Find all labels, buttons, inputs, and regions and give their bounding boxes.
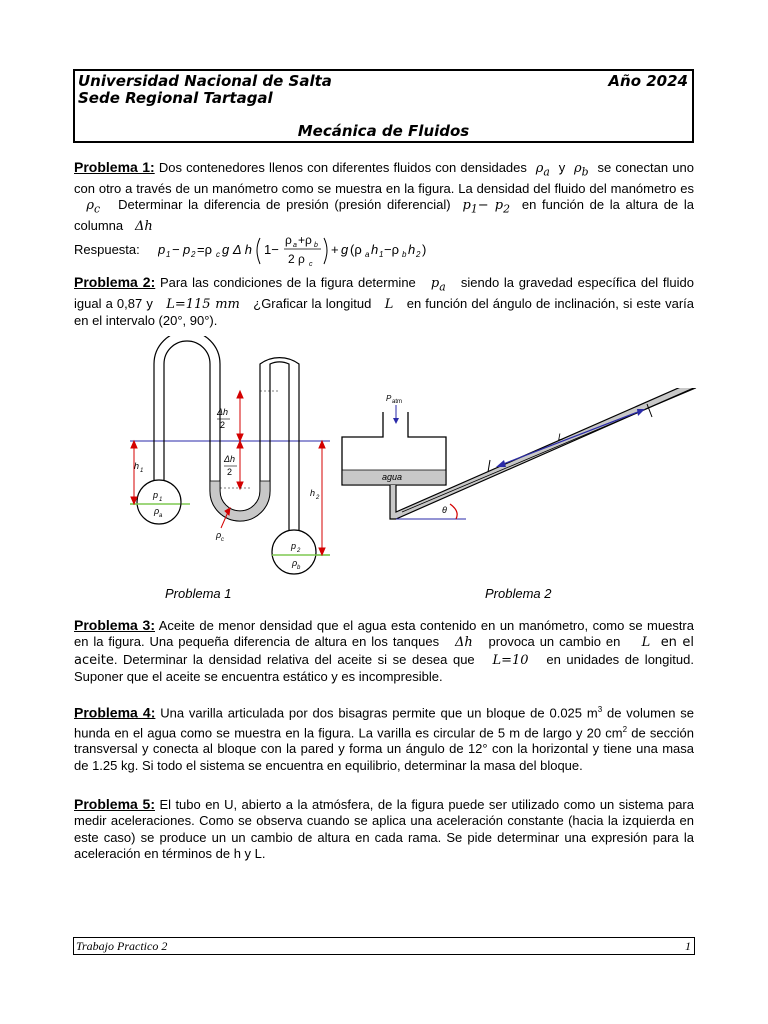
problem-1-text-1: Dos contenedores llenos con diferentes fluidos con densidades [158,160,527,175]
svg-text:c: c [221,537,224,543]
problem-2-text-4: en función del ángulo de inclinación, si este varía en el intervalo (20°, 90°). [74,296,695,329]
problem-1-text-3: se conectan uno con otro a través de un manómetro como se muestra en la figura. La densidad del fluido del manómetro es [74,160,694,196]
footer [73,937,695,955]
svg-text:+ρ: +ρ [298,233,312,247]
svg-text:h: h [408,242,416,257]
agua-label: agua [382,472,403,482]
rho-c-label: ρ [216,530,222,540]
two-label-1: 2 [220,420,226,430]
svg-text:+: + [331,242,339,257]
problem-3-title: Problema 3: [74,617,155,633]
dh-label-1: Δh [217,407,229,417]
p2-label: p [291,541,297,551]
problem-2-text-3: ¿Graficar la longitud [253,296,372,311]
header-box [73,69,694,143]
svg-text:=ρ: =ρ [197,242,212,257]
problem-1-text-4: Determinar la diferencia de presión (presión diferencial) [118,197,451,213]
svg-text:a: a [159,513,163,519]
problem-1-title: Problema 1: [74,159,155,175]
problem-3-text-2: provoca un cambio en [488,634,621,650]
problem-2-text-1: Para las condiciones de la figura determine [159,275,416,290]
problem-2-text-2: siendo la gravedad específica del fluido igual a 0,87 y [74,275,694,311]
svg-text:g: g [341,242,349,257]
svg-text:2: 2 [191,250,196,259]
course-title: Mecánica de Fluidos [297,122,470,140]
patm-label: P [386,394,392,403]
svg-text:b: b [297,565,301,571]
rho-a-label: ρ [154,506,160,516]
svg-text:c: c [216,250,220,259]
problem-1-text-2: y [558,160,566,175]
svg-text:2: 2 [416,250,421,259]
h2-label: h [310,488,316,498]
university-name: Universidad Nacional de Salta [78,72,332,90]
problem-3-text-4: . Determinar la densidad relativa del aceite si se desea que [113,651,475,667]
problem-5 [74,796,694,863]
problem-2: Problema 2: Para las condiciones de la figura determine $p_a$ siendo la gravedad específica del fluido igual a 0,87 y L=115 mm ¿Graficar la longitud L en función del ángulo de inclinación, si este varía en el intervalo (20°, 90°). [74,274,695,329]
answer-formula [158,230,458,268]
problem-4-text-3: de sección transversal y conecta al bloque con la pared y forma un ángulo de 12° con la horizontal y tiene una masa de 1.25 kg. Si todo el sistema se encuentra en equilibrio, determinar la masa del bloque. [74,725,694,773]
problem-1: Problema 1: Dos contenedores llenos con diferentes fluidos con densidades $\rho_a$ y $\rho_b$ se conectan uno con otro a través de un manómetro como se muestra en la figura. La densidad del fluido del manómetro es $\rho_c$ Determinar la diferencia de presión (presión diferencial) $p_1- p_2$ en función de la altura de la columna Δh [74,159,694,235]
problem-4-text-2: de volumen se hunda en el agua como se muestra en la figura. La varilla es circular de 5 m de largo y 20 cm [74,705,694,741]
problem-1-answer [74,232,694,268]
problem-1-text-5: en función de la altura de la columna [74,197,694,234]
svg-text:1: 1 [166,250,171,259]
svg-text:2 ρ: 2 ρ [288,252,305,266]
footer-text: Trabajo Practico 2 [76,939,168,953]
dh-label-2: Δh [224,454,236,464]
svg-text:1−: 1− [264,242,279,257]
problem-3: Problema 3: Aceite de menor densidad que el agua esta contenido en un manómetro, como se muestra en la figura. Una pequeña diferencia de altura en los tanques Δh provoca un cambio en L en el aceite. Determinar la densidad relativa del aceite si se desea que L=10 en unidades de longitud. Suponer que el aceite se encuentra estático y es incompresible. [74,617,694,685]
year: Año 2024 [608,72,688,90]
svg-text:p: p [158,242,166,257]
theta-label: θ [442,505,447,515]
svg-text:a: a [365,250,370,259]
svg-text:p: p [183,242,191,257]
svg-text:1: 1 [140,468,144,474]
svg-text:a: a [293,242,297,249]
caption-problema-1: Problema 1 [165,586,232,601]
svg-text:atm: atm [392,399,403,405]
svg-text:c: c [309,261,313,268]
problem-4-title: Problema 4: [74,704,156,721]
svg-text:(ρ: (ρ [350,242,362,257]
svg-text:ρ: ρ [285,233,292,247]
problem-2-title: Problema 2: [74,274,156,290]
problem-3-text-1: Aceite de menor densidad que el agua esta contenido en un manómetro, como se muestra en la figura. Una pequeña diferencia de altura en los tanques [74,618,694,650]
svg-text:−: − [172,242,180,257]
problem-5-title: Problema 5: [74,796,155,812]
problem-5-text-1: El tubo en U, abierto a la atmósfera, de la figura puede ser utilizado como un sistema para medir aceleraciones. Como se observa cuando se aplica una aceleración constante (hacia la izquierda en este caso) se produce un un cambio de altura en cada rama. Se pide determinar una expresión para la aceleración en términos de h y L. [74,797,694,862]
sede-name: Sede Regional Tartagal [78,89,273,107]
problem-3-text-3: en el aceite [74,635,694,668]
page-number: 1 [685,939,691,953]
svg-text:): ) [422,242,427,257]
answer-label: Respuesta: [74,242,140,257]
figure-problema-1 [120,336,340,581]
p1-label: p [153,490,159,500]
svg-text:1: 1 [159,497,163,503]
problem-4: Problema 4: Una varilla articulada por dos bisagras permite que un bloque de 0.025 $m^3$ de volumen se hunda en el agua como se muestra en la figura. La varilla es circular de 5 m de largo y 20 $cm^2$ de sección transversal y conecta al bloque con la pared y forma un ángulo de 12° con la horizontal y tiene una masa de 1.25 kg. Si todo el sistema se encuentra en equilibrio, determinar la masa del bloque. [74,704,694,773]
svg-text:g Δ h: g Δ h [222,242,252,257]
h1-label: h [134,461,140,471]
svg-text:b: b [314,242,318,249]
svg-text:1: 1 [379,250,384,259]
figure-problema-2 [338,388,700,528]
two-label-2: 2 [227,467,233,477]
rho-b-label: ρ [292,558,298,568]
svg-text:2: 2 [316,495,320,501]
L-label: L [558,432,564,442]
problem-3-text-5: en unidades de longitud. Suponer que el aceite se encuentra estático y es incompresible. [74,651,694,685]
caption-problema-2: Problema 2 [485,586,552,601]
problem-4-text-1: Una varilla articulada por dos bisagras permite que un bloque de 0.025 m [160,705,598,721]
svg-text:b: b [402,250,407,259]
svg-text:−ρ: −ρ [384,242,399,257]
svg-text:2: 2 [297,548,301,554]
svg-text:h: h [371,242,379,257]
